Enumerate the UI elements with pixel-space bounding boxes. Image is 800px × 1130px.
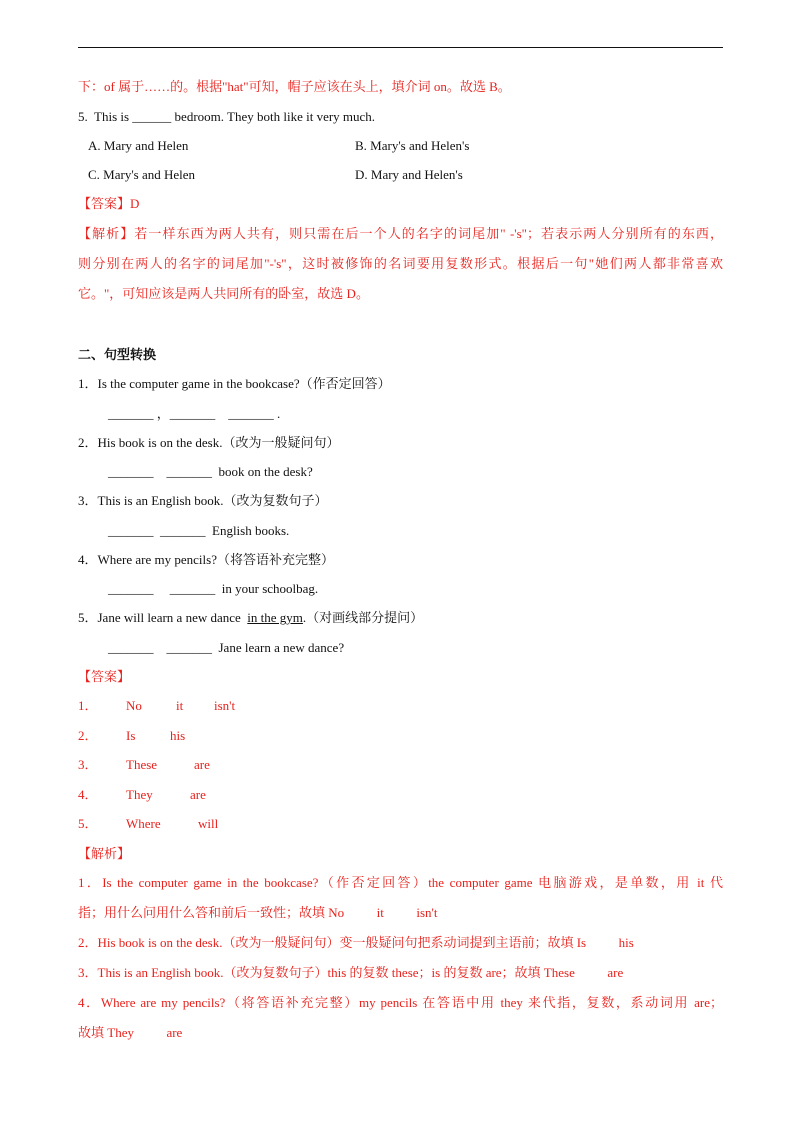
- question-1: 1．Is the computer game in the bookcase?（作否定回答）: [78, 376, 391, 391]
- answer-word: These: [126, 757, 158, 772]
- answer-number: 5．: [78, 816, 98, 831]
- answer-number: 4．: [78, 787, 98, 802]
- answer-word: Where: [126, 816, 161, 831]
- q5-option-c: C. Mary's and Helen: [88, 167, 196, 182]
- question-5-blanks: _______ _______ Jane learn a new dance?: [108, 640, 345, 655]
- question-2: 2．His book is on the desk.（改为一般疑问句）: [78, 435, 340, 450]
- answer-number: 3．: [78, 757, 98, 772]
- q5-option-a: A. Mary and Helen: [88, 138, 189, 153]
- explanation-line: 指；用什么问用什么答和前后一致性；故填 No it isn't: [78, 905, 438, 920]
- question-2-blanks: _______ _______ book on the desk?: [108, 464, 313, 479]
- q5-explanation-line: 则分别在两人的名字的词尾加"-'s"，这时被修饰的名词要用复数形式。根据后一句"她们两人都非常喜欢: [78, 256, 723, 271]
- section-title: 二、句型转换: [78, 347, 157, 362]
- explanation-line: 4．Where are my pencils?（将答语补充完整）my pencils 在答语中用 they 来代指，复数，系动词用 are；: [78, 995, 723, 1010]
- answer-number: 2．: [78, 728, 98, 743]
- explanation-line: 3．This is an English book.（改为复数句子）this 的复数 these；is 的复数 are；故填 These are: [78, 965, 624, 980]
- q5-answer: 【答案】D: [78, 196, 140, 211]
- answer-word: it: [176, 698, 184, 713]
- header-rule: [78, 47, 723, 48]
- question-3: 3．This is an English book.（改为复数句子）: [78, 493, 328, 508]
- question-5: [78, 609, 423, 627]
- q5-stem: 5. This is ______ bedroom. They both like it very much.: [78, 109, 376, 124]
- answer-word: Is: [126, 728, 136, 743]
- answer-word: will: [198, 816, 219, 831]
- explanation-label: 【解析】: [78, 846, 131, 861]
- answer-word: are: [194, 757, 210, 772]
- question-3-blanks: _______ _______ English books.: [108, 523, 290, 538]
- q5-option-b: B. Mary's and Helen's: [355, 138, 470, 153]
- q5-explanation-line: 它。"，可知应该是两人共同所有的卧室，故选 D。: [78, 286, 369, 301]
- question-5-underlined: in the gym: [247, 610, 303, 625]
- question-5-text: 5．Jane will learn a new dance: [78, 610, 248, 625]
- answer-word: are: [190, 787, 206, 802]
- answer-word: No: [126, 698, 142, 713]
- answer-word: isn't: [214, 698, 236, 713]
- answer-number: 1．: [78, 698, 98, 713]
- answer-label: 【答案】: [78, 669, 131, 684]
- answer-word: They: [126, 787, 153, 802]
- question-5-text-after: .（对画线部分提问）: [302, 610, 424, 625]
- question-1-blanks: _______ ，_______ _______ .: [108, 406, 281, 421]
- question-4-blanks: _______ _______ in your schoolbag.: [108, 581, 319, 596]
- explanation-line: 1．Is the computer game in the bookcase?（作否定回答）the computer game 电脑游戏，是单数，用 it 代: [78, 875, 723, 890]
- explanation-line: 2．His book is on the desk.（改为一般疑问句）变一般疑问句把系动词提到主语前；故填 Is his: [78, 935, 634, 950]
- answer-word: his: [170, 728, 186, 743]
- q5-explanation-line: 【解析】若一样东西为两人共有，则只需在后一个人的名字的词尾加" -'s"；若表示两人分别所有的东西，: [78, 226, 723, 241]
- prev-explanation-tail: 下：of 属于……的。根据"hat"可知，帽子应该在头上，填介词 on。故选 B。: [78, 79, 511, 94]
- question-4: 4．Where are my pencils?（将答语补充完整）: [78, 552, 334, 567]
- q5-option-d: D. Mary and Helen's: [355, 167, 463, 182]
- explanation-line: 故填 They are: [78, 1025, 183, 1040]
